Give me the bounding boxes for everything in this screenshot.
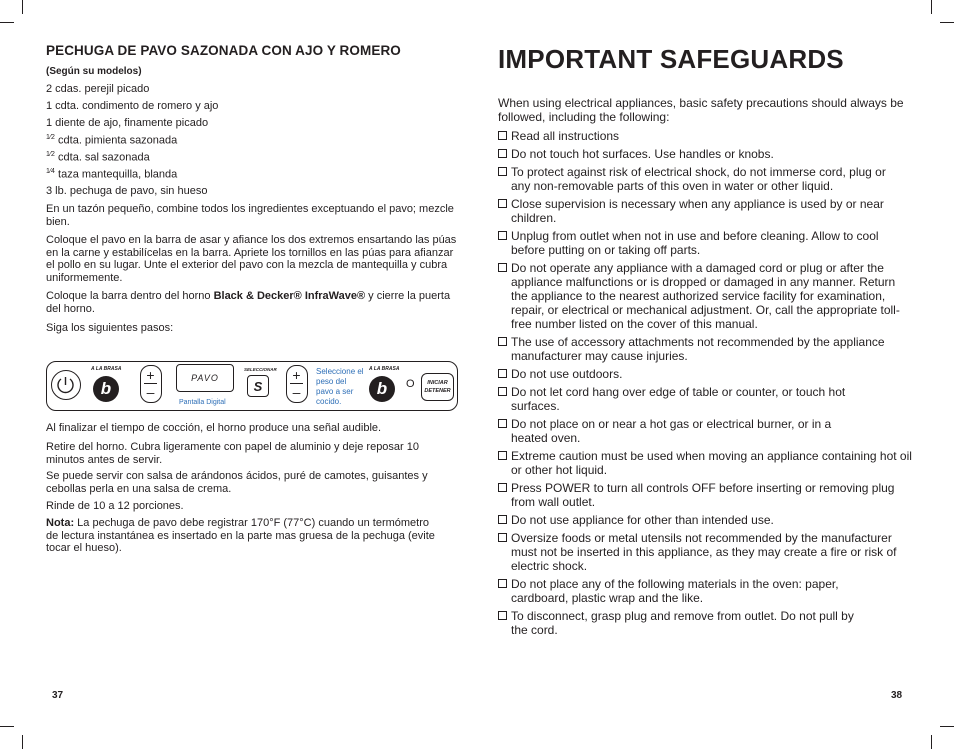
ingredient: $^{1⁄2}$ cdta. pimienta sazonada	[46, 134, 178, 147]
instruction-paragraph: Siga los siguientes pasos:	[46, 322, 174, 334]
instruction-paragraph: Se puede servir con salsa de arándonos ácidos, puré de camotes, guisantes y cebollas perla en una salsa de crema.	[46, 470, 428, 495]
grill-button-icon: b	[369, 376, 395, 402]
instruction-paragraph: Rinde de 10 a 12 porciones.	[46, 500, 184, 512]
intro-paragraph: When using electrical appliances, basic safety precautions should always be followed, including the following:	[498, 96, 904, 124]
checkbox-icon	[498, 167, 507, 176]
grill-label: A LA BRASA	[369, 366, 400, 372]
grill-button-icon: b	[93, 376, 119, 402]
instruction-paragraph: En un tazón pequeño, combine todos los ingredientes exceptuando el pavo; mezcle bien.	[46, 203, 454, 228]
safeguard-item: The use of accessory attachments not recommended by the appliance manufacturer may cause injuries.	[498, 335, 913, 363]
checkbox-icon	[498, 369, 507, 378]
safeguard-item: To protect against risk of electrical shock, do not immerse cord, plug or any non-removable parts of this oven in water or other liquid.	[498, 165, 903, 193]
ingredient: 1 diente de ajo, finamente picado	[46, 117, 209, 129]
fraction: 1⁄2	[46, 134, 55, 141]
checkbox-icon	[498, 611, 507, 620]
safeguard-item: Extreme caution must be used when moving an appliance containing hot oil or other hot liquid.	[498, 449, 913, 477]
instruction-paragraph: Coloque la barra dentro del horno Black & Decker® InfraWave® y cierre la puerta del horno.	[46, 290, 451, 315]
minus-icon: –	[292, 384, 301, 400]
safeguard-item: Unplug from outlet when not in use and before cleaning. Allow to cool before putting on or taking off parts.	[498, 229, 913, 257]
ingredient: $^{1⁄2}$ cdta. sal sazonada	[46, 151, 150, 164]
checkbox-icon	[498, 231, 507, 240]
weight-caption: Seleccione el peso del pavo a ser cocido.	[316, 367, 364, 406]
ingredient: 1 cdta. condimento de romero y ajo	[46, 100, 219, 112]
instruction-paragraph: Al finalizar el tiempo de cocción, el horno produce una señal audible.	[46, 422, 382, 434]
ingredient: $^{1⁄4}$ taza mantequilla, blanda	[46, 168, 178, 181]
grill-label: A LA BRASA	[91, 366, 122, 372]
safeguard-item: Do not touch hot surfaces. Use handles or knobs.	[498, 147, 913, 161]
brand-name: Black & Decker® InfraWave®	[213, 290, 366, 302]
checkbox-icon	[498, 515, 507, 524]
plus-minus-button-icon	[286, 365, 308, 403]
checkbox-icon	[498, 451, 507, 460]
page-title: IMPORTANT SAFEGUARDS	[498, 44, 844, 74]
safeguard-item: Do not operate any appliance with a damaged cord or plug or after the appliance malfunctions or is dropped or damaged in any manner. Return the appliance to the nearest authorized service facility for examination, repair, or electrical or mechanical adjustment. Or, call the appropriate toll-free number listed on the cover of this manual.	[498, 261, 908, 331]
instruction-paragraph: Retire del horno. Cubra ligeramente con papel de aluminio y deje reposar 10 minutos antes de servir.	[46, 441, 420, 466]
digital-display: PAVO	[176, 364, 234, 392]
right-page	[477, 0, 954, 749]
checkbox-icon	[498, 199, 507, 208]
or-text: O	[406, 378, 415, 390]
recipe-title: PECHUGA DE PAVO SAZONADA CON AJO Y ROMERO	[46, 43, 401, 58]
note-paragraph: Nota: La pechuga de pavo debe registrar 170°F (77°C) cuando un termómetro de lectura instantánea es insertado en la parte mas gruesa de la pechuga (evite tocar el hueso).	[46, 517, 435, 554]
fraction: 1⁄4	[46, 168, 55, 175]
checkbox-icon	[498, 579, 507, 588]
safeguard-item: Read all instructions	[498, 129, 913, 143]
select-label: SELECCIONAR	[244, 367, 277, 372]
checkbox-icon	[498, 419, 507, 428]
page-number: 37	[52, 690, 64, 701]
checkbox-icon	[498, 263, 507, 272]
safeguard-item: Do not place on or near a hot gas or electrical burner, or in a heated oven.	[498, 417, 863, 445]
safeguard-item: Close supervision is necessary when any appliance is used by or near children.	[498, 197, 913, 225]
safeguard-item: Do not use outdoors.	[498, 367, 913, 381]
plus-icon: +	[146, 367, 155, 383]
power-button-icon	[51, 370, 81, 400]
safeguard-item: Do not let cord hang over edge of table or counter, or touch hot surfaces.	[498, 385, 853, 413]
control-panel-illustration	[46, 361, 458, 411]
plus-minus-button-icon	[140, 365, 162, 403]
safeguard-item: Do not use appliance for other than intended use.	[498, 513, 913, 527]
checkbox-icon	[498, 483, 507, 492]
safeguard-item: Oversize foods or metal utensils not recommended by the manufacturer must not be inserted in this appliance, as they may create a fire or risk of electric shock.	[498, 531, 908, 573]
safeguard-item: Do not place any of the following materials in the oven: paper, cardboard, plastic wrap and the like.	[498, 577, 873, 605]
select-button-icon: S	[247, 375, 269, 397]
plus-icon: +	[292, 367, 301, 383]
display-caption: Pantalla Digital	[179, 399, 226, 406]
checkbox-icon	[498, 533, 507, 542]
checkbox-icon	[498, 387, 507, 396]
safeguard-item: Press POWER to turn all controls OFF before inserting or removing plug from wall outlet.	[498, 481, 908, 509]
ingredient: 3 lb. pechuga de pavo, sin hueso	[46, 185, 208, 197]
checkbox-icon	[498, 149, 507, 158]
checkbox-icon	[498, 131, 507, 140]
checkbox-icon	[498, 337, 507, 346]
ingredient: 2 cdas. perejil picado	[46, 83, 150, 95]
note-label: Nota:	[46, 517, 75, 529]
safeguard-item: To disconnect, grasp plug and remove from outlet. Do not pull by the cord.	[498, 609, 868, 637]
fraction: 1⁄2	[46, 151, 55, 158]
page-number: 38	[891, 690, 903, 701]
recipe-subtitle: (Según su modelos)	[46, 66, 142, 77]
minus-icon: –	[146, 384, 155, 400]
instruction-paragraph: Coloque el pavo en la barra de asar y afiance los dos extremos ensartando las púas en la carne y estabilícelas en la barra. Apriete los tornillos en las púas para afianzar el pollo en su lugar. Unte el exterior del pavo con la mezcla de mantequilla y cubra uniformemente.	[46, 234, 457, 284]
start-stop-button-icon: INICIAR DETENER	[421, 373, 454, 401]
